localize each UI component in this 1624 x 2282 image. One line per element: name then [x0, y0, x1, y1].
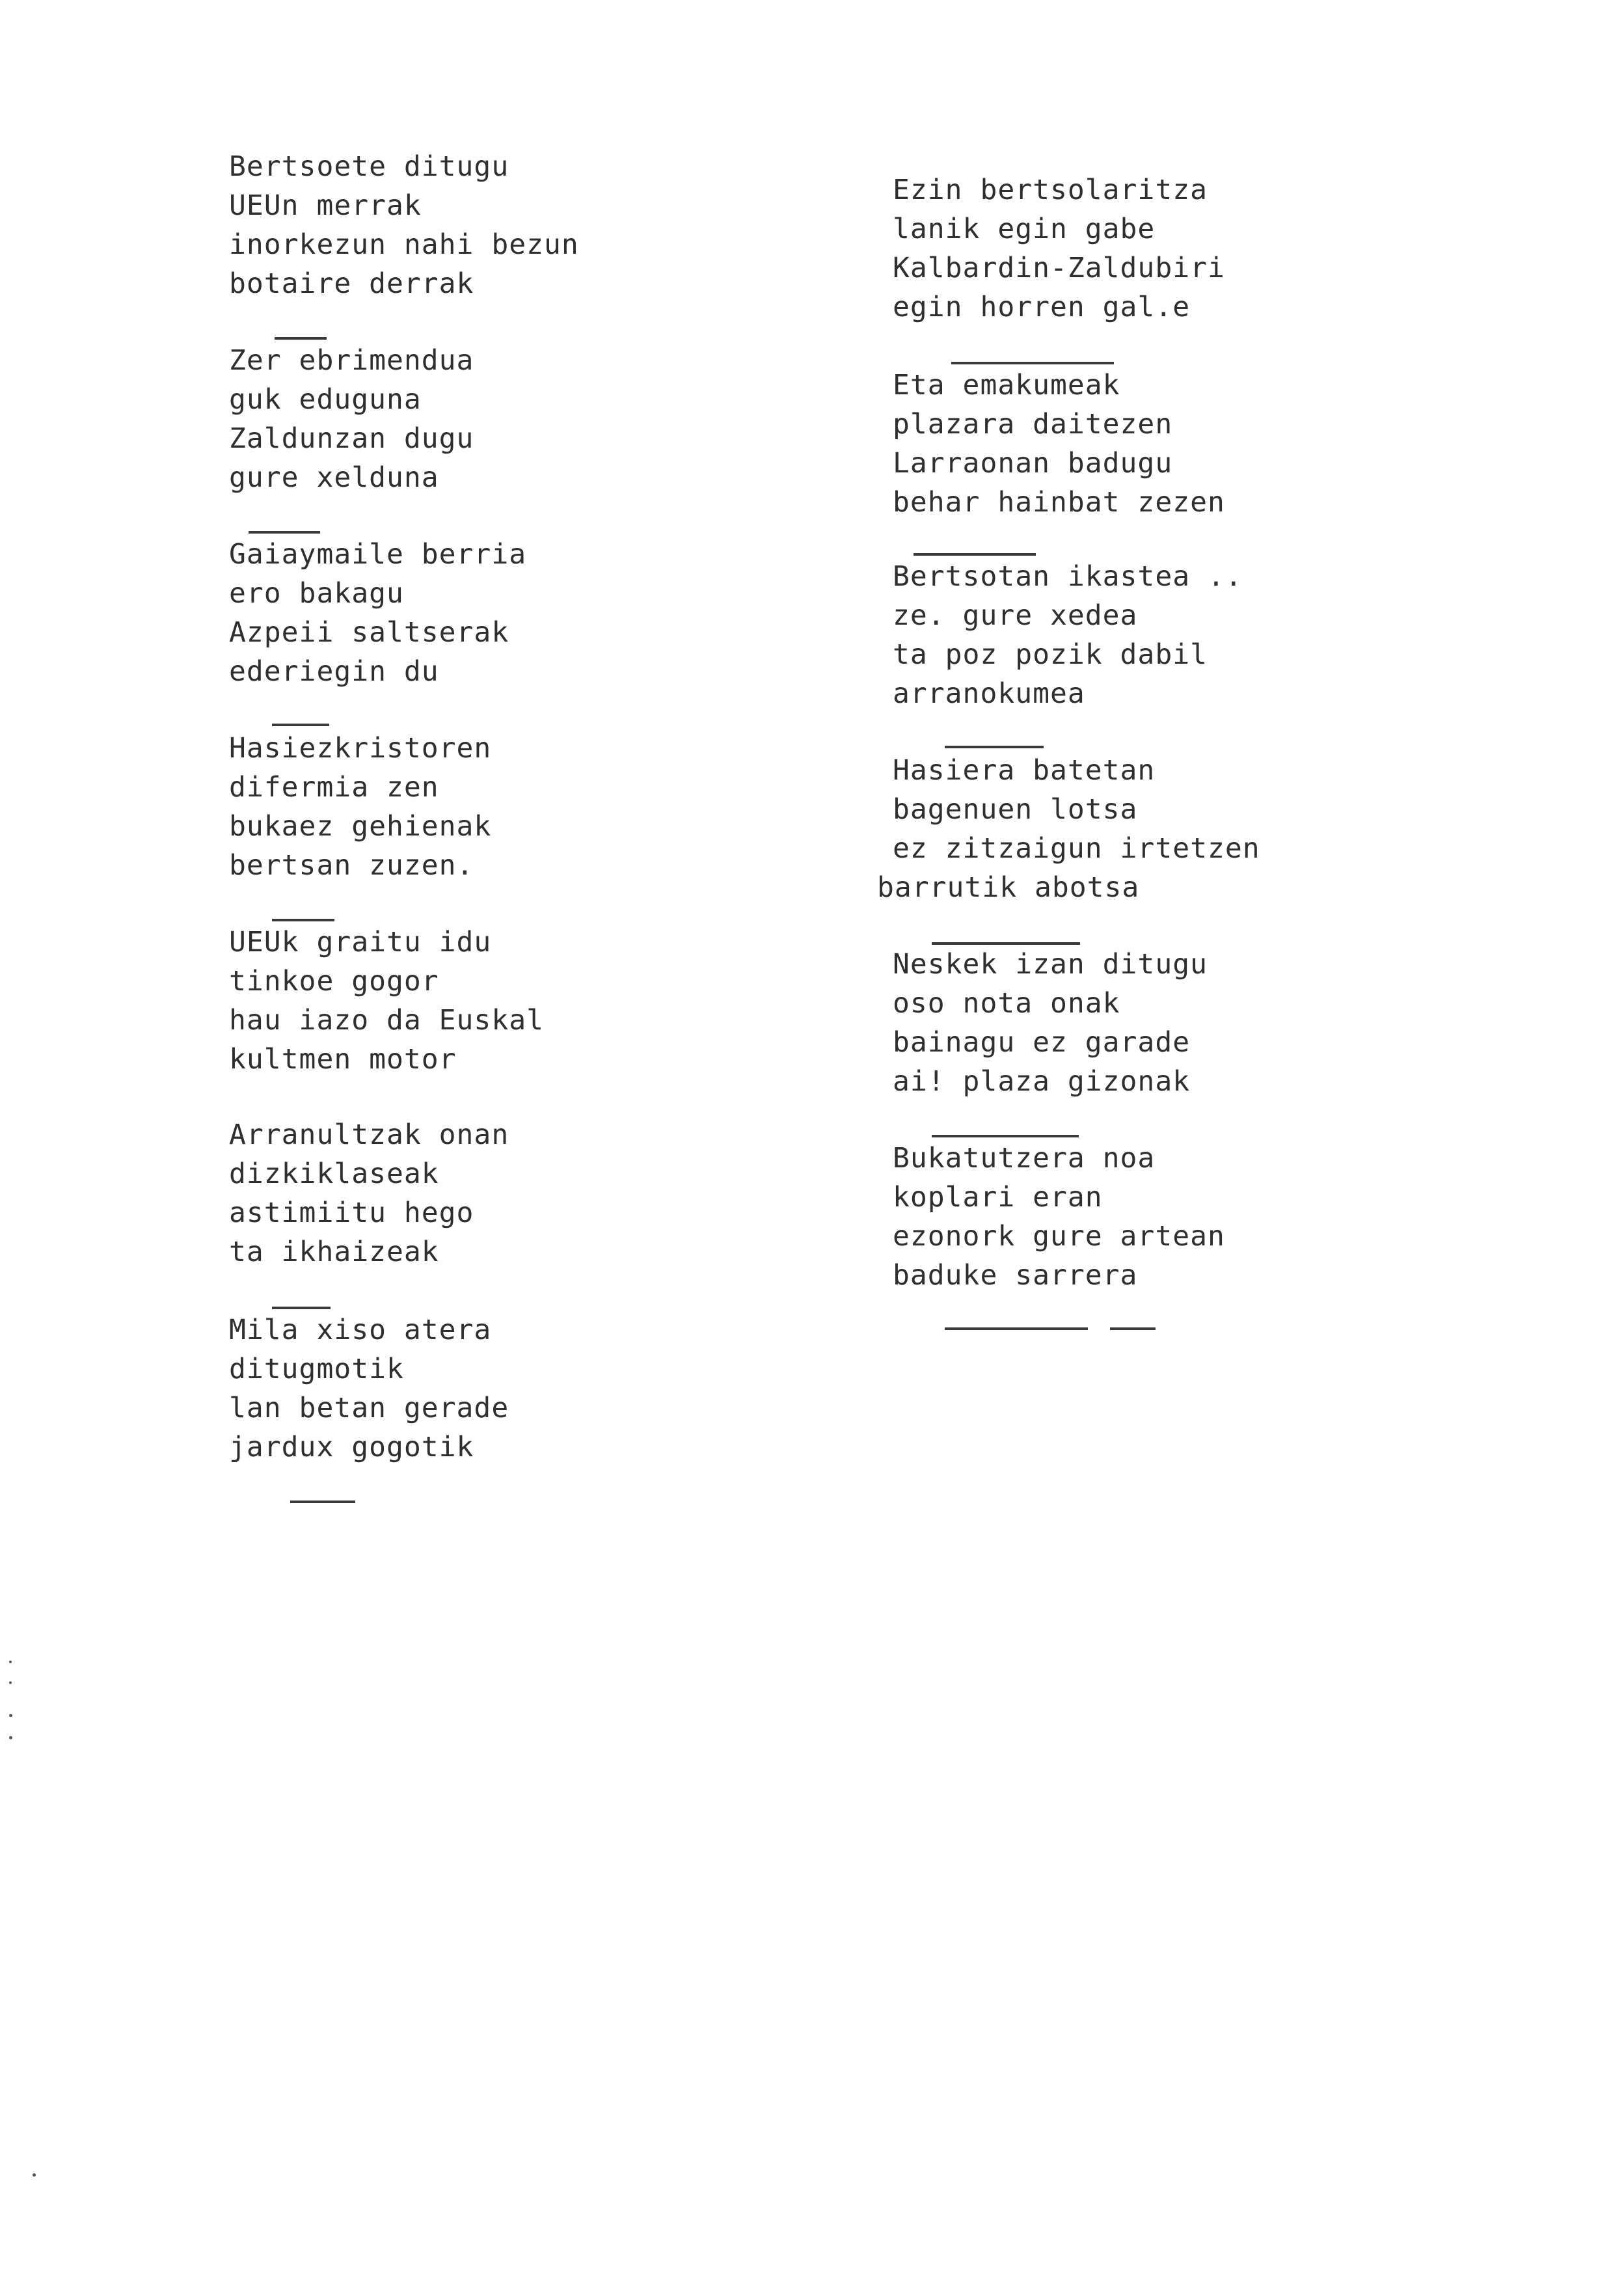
- closing-rule: [1110, 1327, 1156, 1330]
- verse-line: Arranultzak onan: [229, 1119, 509, 1151]
- verse-line: Kalbardin-Zaldubiri: [893, 252, 1225, 284]
- verse-line: plazara daitezen: [893, 408, 1173, 441]
- page-speck: [9, 1681, 12, 1684]
- stanza-divider: [290, 1501, 355, 1503]
- verse-line: hau iazo da Euskal: [229, 1004, 544, 1037]
- verse-line: ta ikhaizeak: [229, 1236, 439, 1268]
- verse-line: Ezin bertsolaritza: [893, 174, 1208, 206]
- verse-line: Gaiaymaile berria: [229, 538, 527, 571]
- verse-line: botaire derrak: [229, 267, 474, 300]
- verse-line: Bukatutzera noa: [893, 1142, 1156, 1175]
- stanza: [893, 945, 1208, 1101]
- stanza-divider: [272, 1307, 331, 1309]
- closing-rule: [945, 1327, 1088, 1330]
- verse-line: Bertsotan ikastea ..: [893, 560, 1243, 593]
- verse-line: lanik egin gabe: [893, 213, 1156, 245]
- verse-line: ta poz pozik dabil: [893, 638, 1208, 671]
- verse-line: egin horren gal.e: [893, 291, 1191, 323]
- stanza-divider: [272, 724, 329, 726]
- verse-line: lan betan gerade: [229, 1392, 509, 1424]
- stanza-divider: [249, 531, 320, 534]
- verse-line: Hasiera batetan: [893, 754, 1156, 787]
- verse-line: Bertsoete ditugu: [229, 150, 509, 183]
- stanza: [229, 923, 544, 1079]
- verse-line: ditugmotik: [229, 1353, 404, 1385]
- verse-line: tinkoe gogor: [229, 965, 439, 998]
- stanza: [229, 147, 579, 303]
- page-speck: [9, 1661, 12, 1663]
- stanza: [229, 729, 491, 885]
- verse-line: Hasiezkristoren: [229, 732, 492, 765]
- verse-line: Eta emakumeak: [893, 369, 1120, 401]
- stanza: [893, 1139, 1225, 1295]
- verse-line: Azpeii saltserak: [229, 616, 509, 649]
- stanza: [877, 751, 1260, 907]
- stanza-divider: [275, 337, 327, 340]
- stanza-divider: [945, 746, 1044, 748]
- verse-line: UEUn merrak: [229, 189, 422, 222]
- verse-line: ze. gure xedea: [893, 599, 1138, 632]
- verse-line: ai! plaza gizonak: [893, 1065, 1191, 1098]
- verse-line: jardux gogotik: [229, 1431, 474, 1463]
- verse-line: ezonork gure artean: [893, 1220, 1225, 1253]
- verse-line: behar hainbat zezen: [893, 486, 1225, 519]
- verse-line: koplari eran: [893, 1181, 1103, 1214]
- verse-line: ederiegin du: [229, 655, 439, 688]
- stanza: [893, 170, 1225, 327]
- verse-line: Larraonan badugu: [893, 447, 1173, 480]
- verse-line: Mila xiso atera: [229, 1314, 492, 1346]
- stanza: [893, 557, 1243, 713]
- page-speck: [9, 1736, 12, 1739]
- verse-line: kultmen motor: [229, 1043, 457, 1076]
- verse-line: difermia zen: [229, 771, 439, 804]
- stanza-divider: [932, 1135, 1079, 1137]
- stanza: [229, 341, 474, 497]
- verse-line: guk eduguna: [229, 383, 422, 416]
- stanza: [229, 535, 526, 691]
- verse-line: ero bakagu: [229, 577, 404, 610]
- verse-line: inorkezun nahi bezun: [229, 228, 579, 261]
- verse-line: bagenuen lotsa: [893, 793, 1138, 826]
- stanza-divider: [272, 919, 334, 921]
- stanza: [229, 1311, 509, 1467]
- stanza-divider: [914, 553, 1036, 556]
- verse-line: bukaez gehienak: [229, 810, 492, 843]
- verse-line: Zer ebrimendua: [229, 344, 474, 377]
- verse-line: UEUk graitu idu: [229, 926, 492, 958]
- page-speck: [33, 2173, 36, 2177]
- verse-line: Zaldunzan dugu: [229, 422, 474, 455]
- verse-line: gure xelduna: [229, 461, 439, 494]
- verse-line: baduke sarrera: [893, 1259, 1138, 1292]
- page-speck: [9, 1714, 12, 1717]
- verse-line: astimiitu hego: [229, 1197, 474, 1229]
- verse-line: bainagu ez garade: [893, 1026, 1191, 1059]
- verse-line: ez zitzaigun irtetzen: [893, 832, 1260, 865]
- verse-line: Neskek izan ditugu: [893, 948, 1208, 981]
- verse-line: arranokumea: [893, 677, 1085, 710]
- stanza-divider: [951, 362, 1114, 364]
- stanza: [893, 366, 1225, 522]
- verse-line: barrutik abotsa: [877, 871, 1140, 904]
- stanza: [229, 1115, 509, 1271]
- verse-line: oso nota onak: [893, 987, 1120, 1020]
- verse-line: dizkiklaseak: [229, 1158, 439, 1190]
- verse-line: bertsan zuzen.: [229, 849, 474, 882]
